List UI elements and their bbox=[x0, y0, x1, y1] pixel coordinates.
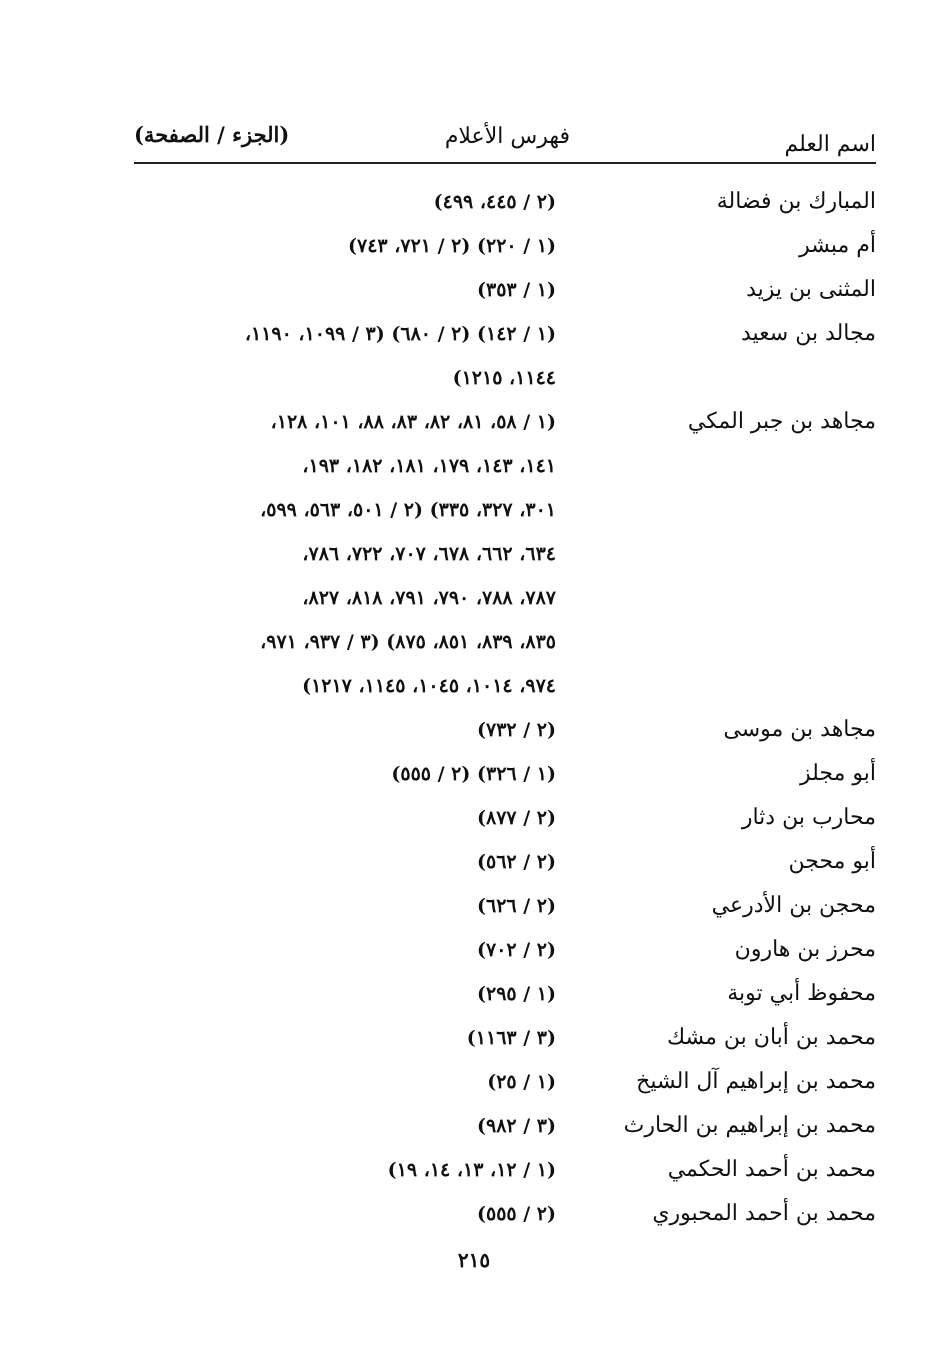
entry-references: (٢ / ٧٣٢) bbox=[476, 719, 556, 741]
list-item bbox=[0, 620, 948, 664]
list-item bbox=[0, 708, 948, 752]
entry-name: محارب بن دثار bbox=[741, 805, 876, 830]
entry-name: مجاهد بن موسى bbox=[723, 717, 876, 742]
list-item bbox=[0, 400, 948, 444]
list-item bbox=[0, 1192, 948, 1236]
entry-references: ٣٠١، ٣٢٧، ٣٣٥) (٢ / ٥٠١، ٥٦٣، ٥٩٩، bbox=[260, 499, 556, 521]
list-item bbox=[0, 1148, 948, 1192]
entry-name: مجاهد بن جبر المكي bbox=[687, 409, 876, 434]
entry-name: أم مبشر bbox=[799, 233, 876, 258]
entry-references: (٣ / ٩٨٢) bbox=[476, 1115, 556, 1137]
list-item bbox=[0, 664, 948, 708]
list-item bbox=[0, 840, 948, 884]
entry-name: مجالد بن سعيد bbox=[740, 321, 876, 346]
entry-references: ١٤١، ١٤٣، ١٧٩، ١٨١، ١٨٢، ١٩٣، bbox=[302, 455, 556, 477]
entry-name: محمد بن أبان بن مشك bbox=[666, 1025, 876, 1050]
list-item bbox=[0, 884, 948, 928]
entry-references: (٢ / ٨٧٧) bbox=[476, 807, 556, 829]
list-item bbox=[0, 972, 948, 1016]
entry-name: المبارك بن فضالة bbox=[716, 189, 876, 214]
entry-references: (١ / ١٢، ١٣، ١٤، ١٩) bbox=[387, 1159, 556, 1181]
entry-name: محجن بن الأدرعي bbox=[711, 893, 876, 918]
entry-name: المثنى بن يزيد bbox=[746, 277, 876, 302]
entry-references: (٢ / ٥٦٢) bbox=[476, 851, 556, 873]
list-item bbox=[0, 576, 948, 620]
list-item bbox=[0, 312, 948, 356]
entry-references: (٢ / ٤٤٥، ٤٩٩) bbox=[433, 191, 556, 213]
page-header bbox=[134, 118, 876, 162]
page-title: فهرس الأعلام bbox=[444, 124, 570, 149]
entry-references: (٢ / ٦٢٦) bbox=[476, 895, 556, 917]
list-item bbox=[0, 532, 948, 576]
entry-name: أبو مجلز bbox=[799, 761, 876, 786]
list-item bbox=[0, 488, 948, 532]
entry-references: (٢ / ٥٥٥) bbox=[476, 1203, 556, 1225]
entry-references: (١ / ٢٢٠) (٢ / ٧٢١، ٧٤٣) bbox=[347, 235, 556, 257]
entry-name: محمد بن إبراهيم آل الشيخ bbox=[636, 1069, 876, 1094]
list-item bbox=[0, 1016, 948, 1060]
list-item bbox=[0, 1104, 948, 1148]
list-item bbox=[0, 224, 948, 268]
entry-references: (٢ / ٧٠٢) bbox=[476, 939, 556, 961]
entry-name: أبو محجن bbox=[788, 849, 876, 874]
entry-references: (١ / ٣٢٦) (٢ / ٥٥٥) bbox=[391, 763, 556, 785]
entry-name: محمد بن أحمد المحبوري bbox=[652, 1201, 876, 1226]
entry-references: (١ / ٢٩٥) bbox=[476, 983, 556, 1005]
list-item bbox=[0, 796, 948, 840]
entry-references: ٩٧٤، ١٠١٤، ١٠٤٥، ١١٤٥، ١٢١٧) bbox=[302, 675, 556, 697]
entry-references: (١ / ١٤٢) (٢ / ٦٨٠) (٣ / ١٠٩٩، ١١٩٠، bbox=[244, 323, 556, 345]
entry-name: محرز بن هارون bbox=[734, 937, 876, 962]
entry-references: ٦٣٤، ٦٦٢، ٦٧٨، ٧٠٧، ٧٢٢، ٧٨٦، bbox=[302, 543, 556, 565]
list-item bbox=[0, 752, 948, 796]
list-item bbox=[0, 444, 948, 488]
entry-references: (٣ / ١١٦٣) bbox=[466, 1027, 556, 1049]
list-item bbox=[0, 356, 948, 400]
entry-references: (١ / ٣٥٣) bbox=[476, 279, 556, 301]
list-item bbox=[0, 268, 948, 312]
page-number: ٢١٥ bbox=[457, 1248, 491, 1272]
entry-references: ٨٣٥، ٨٣٩، ٨٥١، ٨٧٥) (٣ / ٩٣٧، ٩٧١، bbox=[260, 631, 556, 653]
entry-references: (١ / ٥٨، ٨١، ٨٢، ٨٣، ٨٨، ١٠١، ١٢٨، bbox=[270, 411, 556, 433]
name-column-heading: اسم العلم bbox=[784, 132, 876, 157]
header-divider bbox=[134, 162, 876, 164]
entry-name: محمد بن أحمد الحكمي bbox=[667, 1157, 876, 1182]
reference-column-heading: (الجزء / الصفحة) bbox=[134, 122, 290, 147]
list-item bbox=[0, 1060, 948, 1104]
entry-name: محمد بن إبراهيم بن الحارث bbox=[623, 1113, 876, 1138]
entry-references: ١١٤٤، ١٢١٥) bbox=[452, 367, 556, 389]
entry-references: ٧٨٧، ٧٨٨، ٧٩٠، ٧٩١، ٨١٨، ٨٢٧، bbox=[302, 587, 556, 609]
entry-name: محفوظ أبي توبة bbox=[727, 981, 876, 1006]
list-item bbox=[0, 928, 948, 972]
entry-references: (١ / ٢٥) bbox=[487, 1071, 556, 1093]
list-item bbox=[0, 180, 948, 224]
